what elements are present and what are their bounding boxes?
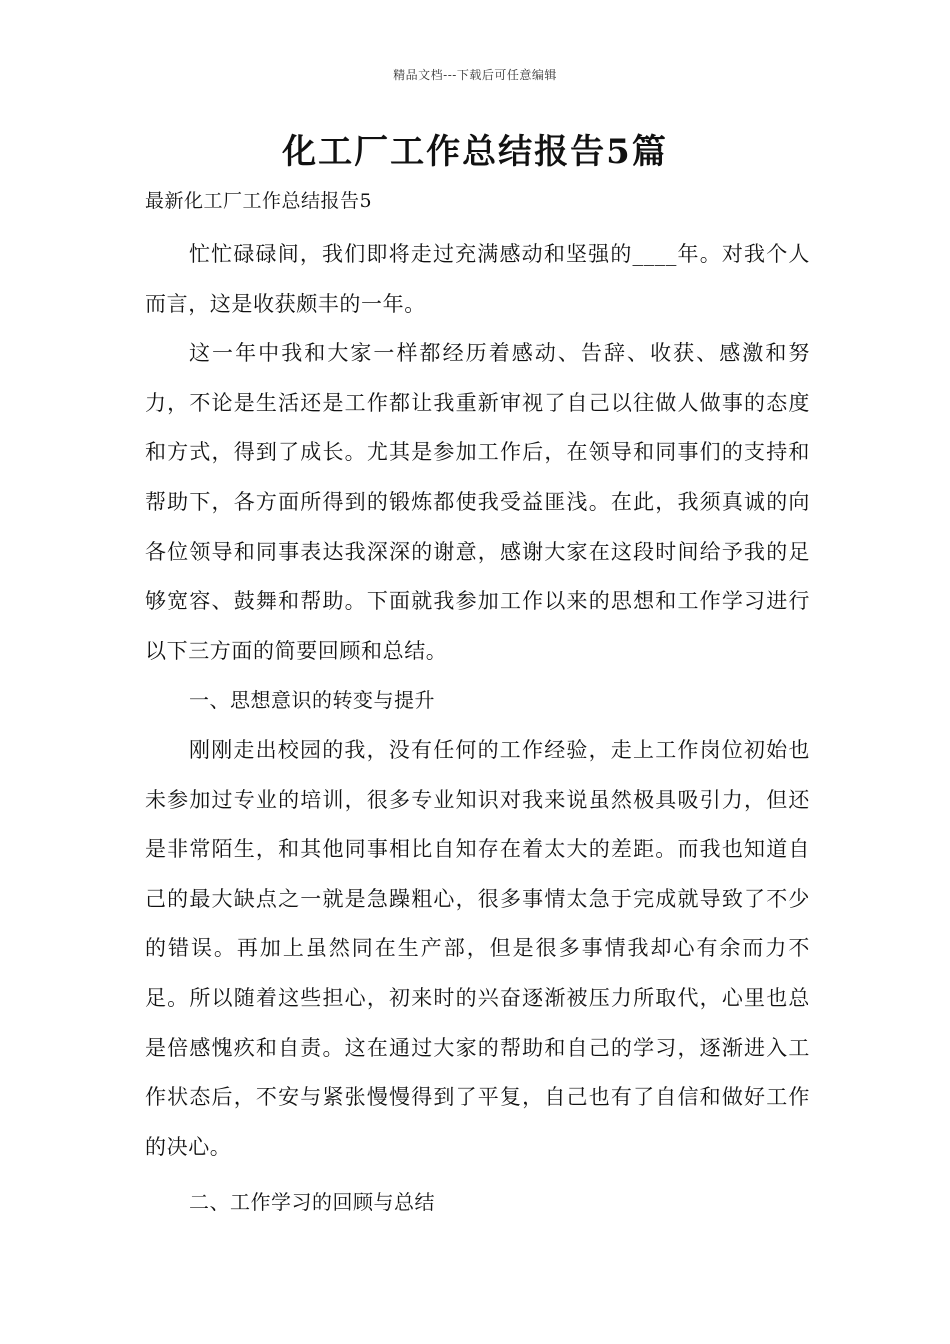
paragraph-thanks: 这一年中我和大家一样都经历着感动、告辞、收获、感激和努力，不论是生活还是工作都让我重新审视了自己以往做人做事的态度和方式，得到了成长。尤其是参加工作后，在领导和同事们的支持和帮助下，各方面所得到的锻炼都使我受益匪浅。在此，我须真诚的向各位领导和同事表达我深深的谢意，感谢大家在这段时间给予我的足够宽容、鼓舞和帮助。下面就我参加工作以来的思想和工作学习进行以下三方面的简要回顾和总结。 — [145, 341, 810, 663]
section-heading-2: 二、工作学习的回顾与总结 — [189, 1190, 435, 1215]
paragraph-section-1: 刚刚走出校园的我，没有任何的工作经验，走上工作岗位初始也未参加过专业的培训，很多专业知识对我来说虽然极具吸引力，但还是非常陌生，和其他同事相比自知存在着太大的差距。而我也知道自己的最大缺点之一就是急躁粗心，很多事情太急于完成就导致了不少的错误。再加上虽然同在生产部，但是很多事情我却心有余而力不足。所以随着这些担心，初来时的兴奋逐渐被压力所取代，心里也总是倍感愧疚和自责。这在通过大家的帮助和自己的学习，逐渐进入工作状态后，不安与紧张慢慢得到了平复，自己也有了自信和做好工作的决心。 — [145, 737, 810, 1159]
document-body — [145, 182, 810, 1228]
document-title: 化工厂工作总结报告5篇 — [282, 132, 668, 172]
section-heading-1: 一、思想意识的转变与提升 — [189, 688, 435, 713]
paragraph-intro: 忙忙碌碌间，我们即将走过充满感动和坚强的____年。对我个人而言，这是收获颇丰的一年。 — [145, 242, 810, 316]
header-note: 精品文档---下载后可任意编辑 — [393, 68, 557, 82]
document-subtitle: 最新化工厂工作总结报告5 — [145, 190, 373, 212]
